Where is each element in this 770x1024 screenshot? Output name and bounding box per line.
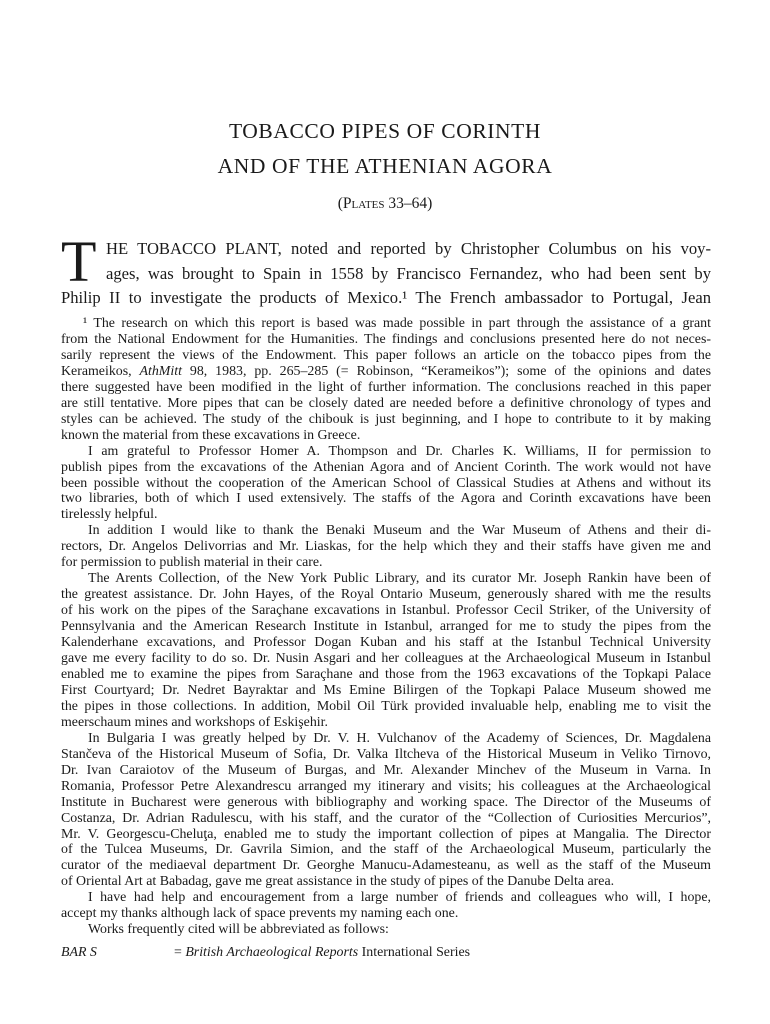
footnote-line: the greatest assistance. Dr. John Hayes, of the Royal Ontario Museum, generously shared with me the results <box>61 587 711 603</box>
footnote-line: sarily represent the views of the Endowment. This paper follows an article on the tobacco pipes from the <box>61 347 711 363</box>
footnote-line: I have had help and encouragement from a large number of friends and colleagues who will, I hope, <box>88 890 711 906</box>
footnote-line: of Oriental Art at Babadag, gave me great assistance in the study of pipes of the Danube Delta area. <box>61 874 615 890</box>
footnote-line: gave me every facility to do so. Dr. Nusin Asgari and her colleagues at the Archaeological Museum in Istanbul <box>61 651 711 667</box>
footnote-line: Mr. V. Georgescu-Cheluţa, enabled me to study the important collection of pipes at Mangalia. The Director <box>61 826 711 842</box>
footnote-line: the pipes in those collections. In addition, Mobil Oil Türk provided invaluable help, enabling me to visit the <box>61 698 711 714</box>
footnote-line: The Arents Collection, of the New York Public Library, and its curator Mr. Joseph Rankin have been of <box>88 571 711 587</box>
intro-line: Philip II to investigate the products of Mexico.¹ The French ambassador to Portugal, Jean <box>61 288 711 307</box>
footnote-line: Pennsylvania and the American Research Institute in Istanbul, arranged for me to study the pipes from the <box>61 619 711 635</box>
footnote-line: known the material from these excavations in Greece. <box>61 427 361 443</box>
footnote-line: styles can be achieved. The study of the chibouk is just beginning, and I hope to contribute to it by making <box>61 411 711 427</box>
footnote-line: Dr. Ivan Caraiotov of the Museum of Burgas, and Mr. Alexander Minchev of the Museum in Varna. In <box>61 762 711 778</box>
footnote-paragraph-4 <box>61 571 711 731</box>
footnote-line: of the Tulcea Museums, Dr. Gavrila Simion, and the staff of the Archaeological Museum, particularly the <box>61 842 711 858</box>
article-title-line-1: TOBACCO PIPES OF CORINTH <box>228 119 542 143</box>
abbreviation-rest: International Series <box>358 945 471 960</box>
footnote-line: meerschaum mines and workshops of Eskişehir. <box>61 714 328 730</box>
footnote <box>61 316 711 938</box>
footnote-paragraph-1 <box>61 316 711 444</box>
footnote-paragraph-3 <box>61 523 711 571</box>
abbreviation-value <box>174 945 470 960</box>
abbreviation-italic: British Archaeological Reports <box>185 945 359 960</box>
footnote-line: Stančeva of the Historical Museum of Sofia, Dr. Valka Iltcheva of the Historical Museum in Veliko Tirnovo, <box>61 746 711 762</box>
intro-line: ages, was brought to Spain in 1558 by Francisco Fernandez, who had been sent by <box>106 263 711 283</box>
footnote-line: publish pipes from the excavations of the Athenian Agora and of Ancient Corinth. The work would not have <box>61 459 711 475</box>
footnote-line: of his work on the pipes of the Saraçhane excavations in Istanbul. Professor Cecil Striker, of the University of <box>61 603 711 619</box>
footnote-paragraph-7: Works frequently cited will be abbreviated as follows: <box>88 922 389 938</box>
footnote-line: In Bulgaria I was greatly helped by Dr. V. H. Vulchanov of the Academy of Sciences, Dr. Magdalena <box>88 730 711 746</box>
journal-abbreviation: AthMitt <box>139 363 182 379</box>
footnote-line: enabled me to examine the pipes from Saraçhane and those from the 1963 excavations of the Topkapi Palace <box>61 666 711 682</box>
plates-label: Plates <box>342 195 385 212</box>
footnote-line: rectors, Dr. Angelos Delivorrias and Mr. Liaskas, for the help which they and their staffs have given me and <box>61 539 711 555</box>
footnote-line: Institute in Bucharest were generous with bibliography and working space. The Director of the Museums of <box>61 794 711 810</box>
intro-paragraph <box>61 237 711 311</box>
footnote-line: First Courtyard; Dr. Nedret Bayraktar and Ms Emine Bilirgen of the Topkapi Palace Museum showed me <box>61 682 711 698</box>
abbreviation-prefix: = <box>174 945 186 960</box>
abbreviation-key: BAR S <box>61 945 97 960</box>
drop-cap: T <box>61 229 97 294</box>
footnote-line: accept my thanks although lack of space prevents my naming each one. <box>61 906 459 922</box>
intro-line: HE TOBACCO PLANT, noted and reported by Christopher Columbus on his voy- <box>106 239 711 258</box>
plates-open-paren: ( <box>337 195 343 212</box>
footnote-line: for permission to publish material in their care. <box>61 555 323 571</box>
plates-reference <box>0 196 770 212</box>
footnote-paragraph-2 <box>61 444 711 524</box>
footnote-line: there suggested have been modified in the light of further information. The conclusions reached in this paper <box>61 379 711 395</box>
footnote-paragraph-5 <box>61 731 711 891</box>
footnote-line: Kerameikos, AthMitt 98, 1983, pp. 265–285 (= Robinson, “Kerameikos”); some of the opinions and dates <box>61 363 711 379</box>
plates-range: 33–64) <box>384 195 433 212</box>
footnote-line: I am grateful to Professor Homer A. Thompson and Dr. Charles K. Williams, II for permission to <box>88 443 711 459</box>
footnote-line: Costanza, Dr. Adrian Radulescu, with his staff, and the curator of the “Collection of Curiosities Mercurios”, <box>61 810 711 826</box>
footnote-line: Kalenderhane excavations, and Professor Dogan Kuban and his staff at the Istanbul Technical University <box>61 635 711 651</box>
footnote-paragraph-6 <box>61 890 711 922</box>
footnote-line: from the National Endowment for the Humanities. The findings and conclusions presented here do not neces- <box>61 331 711 347</box>
footnote-line: tirelessly helpful. <box>61 507 158 523</box>
footnote-line: Romania, Professor Petre Alexandrescu arranged my itinerary and visits; his colleagues at the Archaeological <box>61 778 711 794</box>
footnote-line: are still tentative. More pipes that can be closely dated are needed before a definitive chronology of types and <box>61 395 711 411</box>
footnote-line: ¹ The research on which this report is based was made possible in part through the assistance of a grant <box>83 316 711 331</box>
footnote-line: two libraries, both of which I used extensively. The staffs of the Agora and Corinth excavations have been <box>61 491 711 507</box>
article-title-line-2: AND OF THE ATHENIAN AGORA <box>217 154 553 178</box>
footnote-line: been possible without the cooperation of the American School of Classical Studies at Athens and without its <box>61 475 711 491</box>
abbreviation-entry <box>61 945 470 961</box>
footnote-line: curator of the mediaeval department Dr. Georghe Manucu-Adamesteanu, as well as the staff of the Museum <box>61 858 711 874</box>
footnote-line: In addition I would like to thank the Benaki Museum and the War Museum of Athens and their di- <box>88 523 711 539</box>
